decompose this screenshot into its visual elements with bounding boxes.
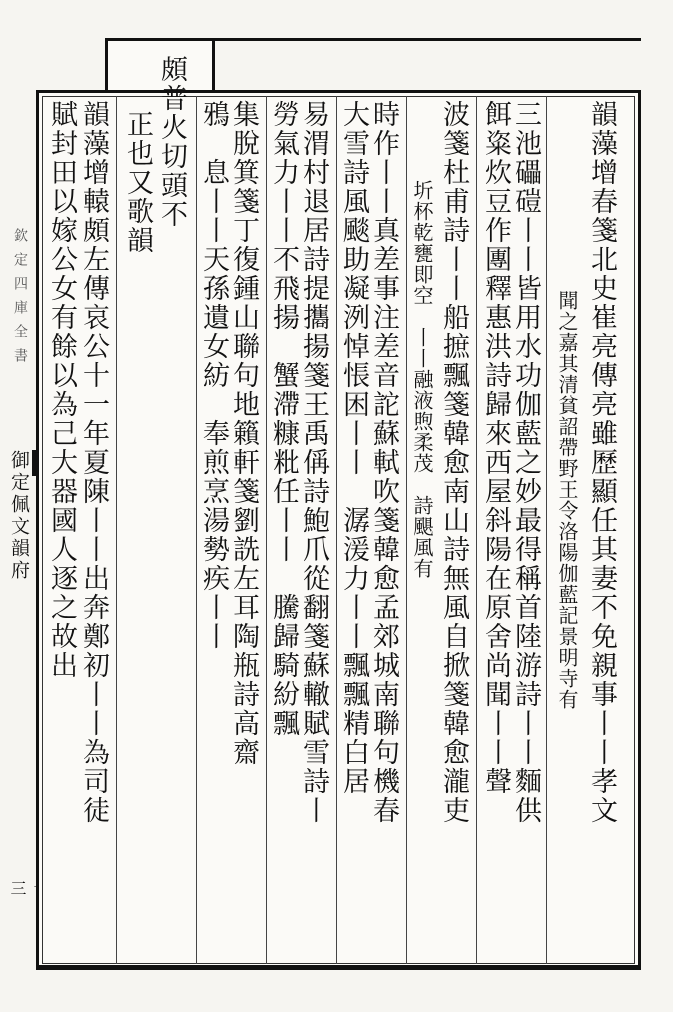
bottom-rule: [36, 965, 641, 969]
text-column-note: 聞之嘉其清貧詔帶野王令洛陽伽藍記景明寺有: [555, 290, 579, 710]
column-rule: [196, 96, 197, 964]
column-rule: [266, 96, 267, 964]
entry-heading: 頗普火切頭不: [156, 55, 187, 229]
entry-gloss: 正也又歌韻: [122, 110, 153, 255]
text-column-note: 圻杯乾甕即空 丨丨融液煦柔茂 詩颶風有: [410, 180, 434, 579]
text-column: 韻藻增春箋北史崔亮傳亮雖歷顯任其妻不免親事丨丨孝文: [586, 100, 617, 825]
column-rule: [546, 96, 547, 964]
text-column: 勞氣力丨丨不飛揚 蟹滯糠粃任丨丨 騰歸騎紛飄: [268, 100, 299, 738]
column-rule: [336, 96, 337, 964]
column-rule: [116, 96, 117, 964]
column-rule: [406, 96, 407, 964]
header-top-rule: [215, 38, 641, 44]
page-number: 三: [8, 880, 27, 897]
text-column: 鴉 息丨丨天孫遺女紡 奉煎烹湯勢疾丨丨: [198, 100, 229, 651]
text-column: 時作丨丨真差事注差音詑蘇軾吹箋韓愈孟郊城南聯句機春: [368, 100, 399, 825]
text-column: 餌粢炊豆作團釋惠洪詩歸來西屋斜陽在原舍尚聞丨丨聲: [480, 100, 511, 796]
text-column: 集脫箕箋丁復鍾山聯句地籟軒箋劉詵左耳陶瓶詩高齋: [228, 100, 259, 767]
margin-book-title: 御定佩文韻府: [8, 450, 30, 582]
text-column: 三池礧磑丨丨皆用水功伽藍之妙最得稱首陸游詩丨丨麵供: [510, 100, 541, 825]
page-margin: [2, 110, 36, 897]
text-column: 波箋杜甫詩丨丨船摭飄箋韓愈南山詩無風自掀箋韓愈瀧吏: [438, 100, 469, 825]
margin-collection-title: 欽定四庫全書: [12, 228, 28, 372]
column-rule: [476, 96, 477, 964]
text-column: 賦封田以嫁公女有餘以為己大器國人逐之故出: [46, 100, 77, 680]
text-column: 易渭村退居詩提攜揚箋王禹偁詩鮑爪從翻箋蘇轍賦雪詩丨: [298, 100, 329, 825]
text-column: 韻藻增轅頗左傳哀公十一年夏陳丨丨出奔鄭初丨丨為司徒: [78, 100, 109, 825]
text-column: 大雪詩風颷助凝洌悼悵困丨丨 潺湲力丨丨飄飄精白居: [338, 100, 369, 796]
